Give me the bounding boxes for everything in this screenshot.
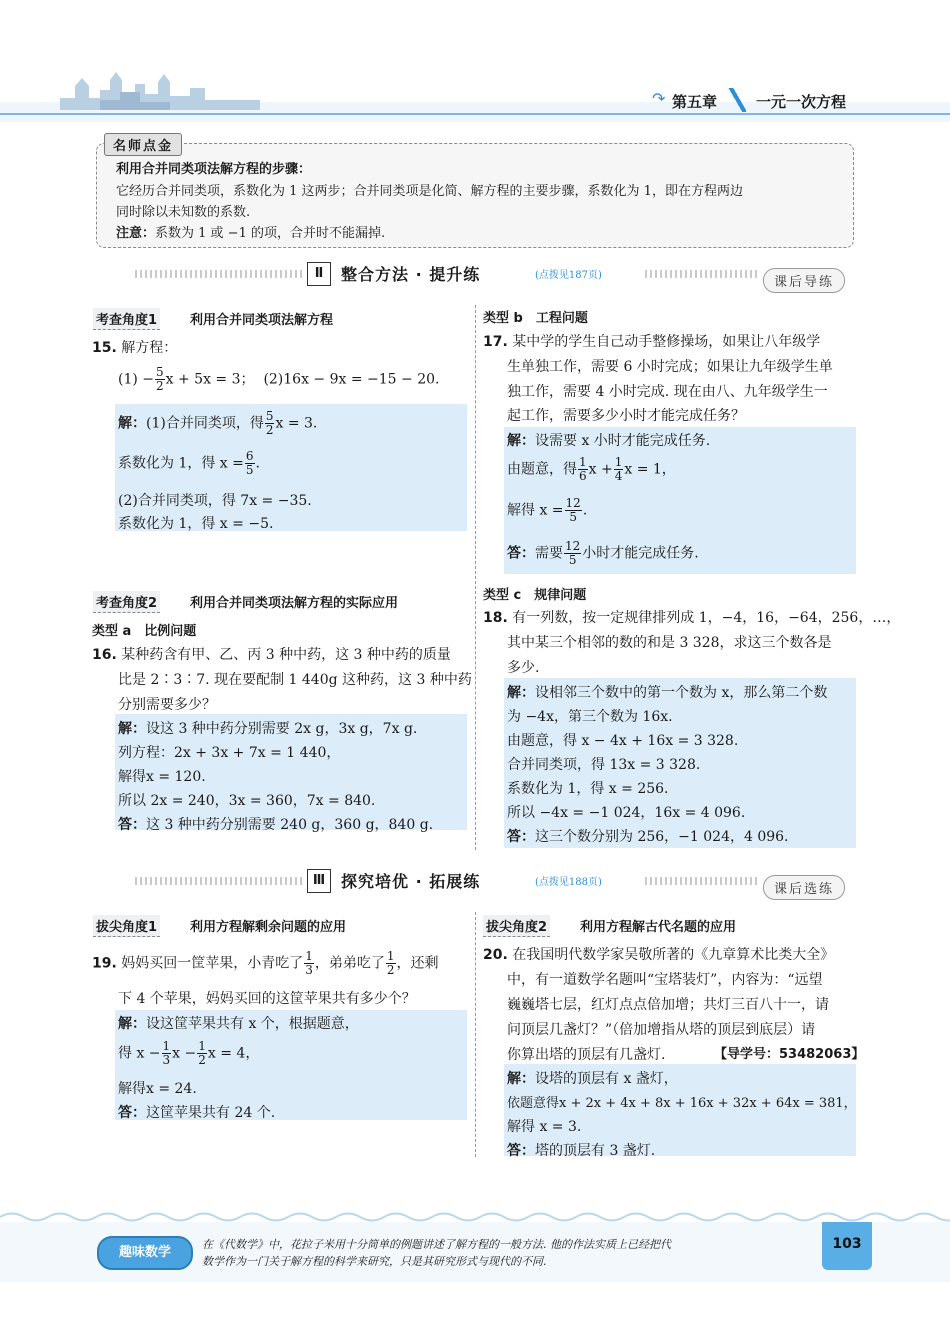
q16-answer-1: 解：设这 3 种中药分别需要 2x g，3x g，7x g. [118,721,418,737]
q20-answer-2: 依题意得x + 2x + 4x + 8x + 16x + 32x + 64x = 381， [507,1096,857,1111]
q18-answer-2: 为 −4x，第三个数为 16x. [507,709,673,725]
q19-line-1: 19. 妈妈买回一筐苹果，小青吃了 $\frac{1}{3}$ ，弟弟吃了 $\frac{1}{2}$ ，还剩 [92,949,439,977]
q20-line-1: 20. 在我国明代数学家吴敬所著的《九章算术比类大全》 [483,947,835,963]
section-3-ref: (点拨见188页) [535,877,602,888]
q17-answer-3: 解得 x = $\frac{12}{5}$ . [507,496,588,524]
section-2-numeral: Ⅱ [307,262,331,286]
q19-answer-2: 得 x − $\frac{1}{3}$ x − $\frac{1}{2}$ x = 4， [118,1039,260,1067]
tip-line-2: 同时除以未知数的系数. [116,205,251,220]
q20-line-4: 问顶层几盏灯？”（倍加增指从塔的顶层到底层）请 [507,1022,816,1038]
q18-line-1: 18. 有一列数，按一定规律排列成 1，−4，16，−64，256，…， [483,610,901,626]
q20-answer-4: 答：塔的顶层有 3 盏灯. [507,1143,656,1159]
type-a-label: 类型 a 比例问题 [92,624,197,639]
q20-line-2: 中，有一道数学名题叫“宝塔装灯”，内容为：“远望 [507,972,823,988]
section-2-bar [135,262,855,290]
q16-answer-2: 列方程：2x + 3x + 7x = 1 440， [118,745,341,761]
q17-answer-2: 由题意，得 $\frac{1}{6}$ x + $\frac{1}{4}$ x = 1， [507,455,676,483]
q20-guide-number: 【导学号：53482063】 [714,1047,865,1062]
q19-answer-4: 答：这筐苹果共有 24 个. [118,1105,276,1121]
q18-line-2: 其中某三个相邻的数的和是 3 328，求这三个数各是 [507,635,832,651]
chapter-divider [728,88,746,112]
tag-top-1-title: 利用方程解剩余问题的应用 [190,920,347,935]
tag-angle-1: 考查角度1 [93,308,160,330]
tag-angle-2-title: 利用合并同类项法解方程的实际应用 [190,596,399,611]
tip-note: 注意：系数为 1 或 −1 的项，合并时不能漏掉. [116,226,386,241]
type-b-label: 类型 b 工程问题 [483,311,588,326]
q17-answer-4: 答：需要 $\frac{12}{5}$ 小时才能完成任务. [507,539,699,567]
q15-answer-1: 解：(1)合并同类项，得 $\frac{5}{2}$ x = 3. [118,409,318,437]
tag-top-2-title: 利用方程解古代名题的应用 [580,920,737,935]
tag-angle-1-title: 利用合并同类项法解方程 [190,313,334,328]
q19-answer-3: 解得x = 24. [118,1081,197,1097]
q18-answer-1: 解：设相邻三个数中的第一个数为 x，那么第二个数 [507,685,828,701]
header-chapter-box [650,88,950,112]
section-2-pill: 课后导练 [763,268,845,293]
chapter-title: 一元一次方程 [756,93,847,111]
section-3-pill: 课后选练 [763,875,845,900]
section-2-ref: (点拨见187页) [535,270,602,281]
tag-top-1: 拔尖角度1 [93,915,160,937]
q15-problems: (1) − $\frac{5}{2}$ x + 5x = 3； (2)16x − 9x = −15 − 20. [118,365,440,393]
q15-answer-2: 系数化为 1，得 x = $\frac{6}{5}$ . [118,449,260,477]
q16-answer-4: 所以 2x = 240，3x = 360，7x = 840. [118,793,376,809]
footer-text-2: 数学作为一门关于解方程的科学来研究，只是其研究形式与现代的不同. [202,1255,547,1268]
tag-top-2: 拔尖角度2 [483,915,550,937]
section-3-title: 探究培优 · 拓展练 [341,872,481,891]
section-3-numeral: Ⅲ [307,869,331,893]
q18-answer-5: 系数化为 1，得 x = 256. [507,781,669,797]
section-3-bar [135,869,855,897]
q15-answer-4: 系数化为 1，得 x = −5. [118,516,274,532]
column-divider [475,305,476,850]
q18-line-3: 多少. [507,660,540,676]
tag-angle-2: 考查角度2 [93,591,160,613]
q16-line-3: 分别需要多少？ [118,697,216,713]
q20-answer-1: 解：设塔的顶层有 x 盏灯， [507,1071,678,1087]
tip-heading: 利用合并同类项法解方程的步骤： [116,162,312,177]
q18-answer-3: 由题意，得 x − 4x + 16x = 3 328. [507,733,739,749]
q19-answer-1: 解：设这筐苹果共有 x 个，根据题意， [118,1016,359,1032]
q15-answer-3: (2)合并同类项，得 7x = −35. [118,493,312,509]
q17-line-1: 17. 某中学的学生自己动手整修操场，如果让八年级学 [483,334,821,350]
footer-badge: 趣味数学 [97,1236,193,1270]
q17-line-2: 生单独工作，需要 6 小时完成；如果让九年级学生单 [507,359,833,375]
tip-line-1: 它经历合并同类项，系数化为 1 这两步；合并同类项是化简、解方程的主要步骤，系数化为 1，即在方程两边 [116,184,743,199]
footer-text-1: 在《代数学》中，花拉子米用十分简单的例题讲述了解方程的一般方法. 他的作法实质上已经把代 [202,1238,671,1251]
column-divider-2 [475,912,476,1157]
header-rule [0,113,950,115]
section-2-title: 整合方法 · 提升练 [341,265,481,284]
q19-line-2: 下 4 个苹果，妈妈买回的这筐苹果共有多少个？ [118,991,416,1007]
q16-answer-3: 解得x = 120. [118,769,206,785]
q20-line-3: 巍巍塔七层，红灯点点倍加增；共灯三百八十一，请 [507,997,829,1013]
q18-answer-4: 合并同类项，得 13x = 3 328. [507,757,701,773]
q17-answer-1: 解：设需要 x 小时才能完成任务. [507,433,711,449]
chapter-label: 第五章 [672,93,718,111]
type-c-label: 类型 c 规律问题 [483,588,587,603]
q20-answer-3: 解得 x = 3. [507,1119,582,1135]
q17-line-3: 独工作，需要 4 小时完成. 现在由八、九年级学生一 [507,384,828,400]
q15-text: 15. 解方程： [92,340,178,356]
q18-answer-7: 答：这三个数分别为 256，−1 024，4 096. [507,829,789,845]
q16-line-2: 比是 2∶3∶7. 现在要配制 1 440g 这种药，这 3 种中药 [118,672,472,688]
page-number: 103 [832,1236,862,1252]
q16-line-1: 16. 某种药含有甲、乙、丙 3 种中药，这 3 种中药的质量 [92,647,451,663]
q18-answer-6: 所以 −4x = −1 024，16x = 4 096. [507,805,746,821]
q17-line-4: 起工作，需要多少小时才能完成任务？ [507,408,745,424]
q16-answer-5: 答：这 3 种中药分别需要 240 g，360 g，840 g. [118,817,434,833]
tip-box-title: 名师点金 [104,133,182,156]
q20-line-5: 你算出塔的顶层有几盏灯. [507,1047,666,1063]
chapter-arrow-icon: ↷ [652,89,666,108]
